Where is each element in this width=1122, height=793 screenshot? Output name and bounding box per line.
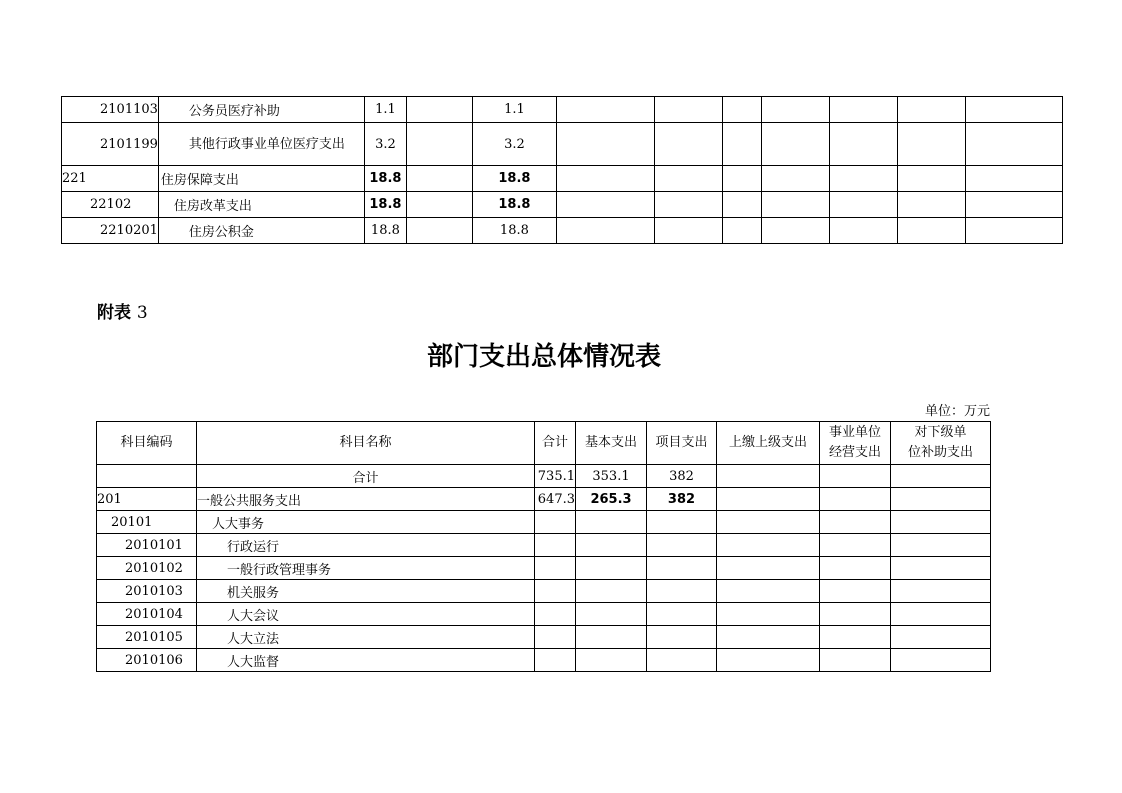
empty-cell: [717, 649, 820, 672]
row-basic: [576, 580, 647, 603]
total-business: [820, 465, 891, 488]
empty-cell: [891, 534, 991, 557]
row-code: 20101: [97, 511, 197, 534]
empty-cell: [406, 192, 472, 218]
total-subsidy: [891, 465, 991, 488]
empty-cell: [406, 218, 472, 244]
empty-cell: [820, 649, 891, 672]
row-basic: 3.2: [472, 123, 556, 166]
empty-cell: [654, 166, 722, 192]
header-name: 科目名称: [197, 422, 535, 465]
empty-cell: [965, 97, 1062, 123]
row-basic: 18.8: [472, 166, 556, 192]
empty-cell: [654, 97, 722, 123]
appendix-label: [97, 298, 148, 323]
table-row: [97, 557, 991, 580]
empty-cell: [897, 218, 965, 244]
empty-cell: [761, 97, 829, 123]
total-row: [97, 465, 991, 488]
row-code: 2010102: [97, 557, 197, 580]
row-code: 201: [97, 488, 197, 511]
row-total: [535, 649, 576, 672]
empty-cell: [820, 580, 891, 603]
row-name: 一般行政管理事务: [197, 557, 535, 580]
empty-cell: [820, 626, 891, 649]
row-code: 2010103: [97, 580, 197, 603]
row-name: 人大监督: [197, 649, 535, 672]
empty-cell: [820, 488, 891, 511]
table-row: [97, 511, 991, 534]
empty-cell: [891, 580, 991, 603]
row-total: [535, 557, 576, 580]
unit-label: 单位：万元: [924, 404, 990, 419]
row-basic: 265.3: [576, 488, 647, 511]
row-name: 机关服务: [197, 580, 535, 603]
empty-cell: [965, 192, 1062, 218]
row-total: [535, 580, 576, 603]
appendix-text: 附表: [97, 303, 131, 323]
empty-cell: [761, 192, 829, 218]
empty-cell: [891, 488, 991, 511]
row-basic: [576, 534, 647, 557]
table-row: [62, 192, 1063, 218]
empty-cell: [556, 166, 654, 192]
empty-cell: [829, 218, 897, 244]
empty-cell: [829, 166, 897, 192]
table-row: [62, 97, 1063, 123]
empty-cell: [891, 557, 991, 580]
row-code: 2010104: [97, 603, 197, 626]
empty-cell: [556, 97, 654, 123]
row-total: 18.8: [364, 218, 406, 244]
table-row: [97, 580, 991, 603]
row-project: 382: [647, 488, 717, 511]
row-project: [647, 557, 717, 580]
row-code: 2101199: [62, 123, 159, 166]
continued-table-body: [62, 97, 1063, 244]
header-subsidy: [891, 422, 991, 465]
table-row: [97, 603, 991, 626]
row-project: [647, 626, 717, 649]
row-total: 18.8: [364, 166, 406, 192]
row-total: 18.8: [364, 192, 406, 218]
empty-cell: [820, 534, 891, 557]
empty-cell: [820, 603, 891, 626]
row-project: [647, 511, 717, 534]
row-total: [535, 511, 576, 534]
total-name: 合计: [197, 465, 535, 488]
empty-cell: [717, 511, 820, 534]
row-code: 2010106: [97, 649, 197, 672]
total-upper: [717, 465, 820, 488]
total-project: 382: [647, 465, 717, 488]
total-total: 735.1: [535, 465, 576, 488]
total-basic: 353.1: [576, 465, 647, 488]
row-basic: 18.8: [472, 218, 556, 244]
row-code: 2101103: [62, 97, 159, 123]
row-name: 住房改革支出: [158, 192, 364, 218]
row-basic: [576, 557, 647, 580]
empty-cell: [891, 649, 991, 672]
empty-cell: [717, 626, 820, 649]
row-code: 22102: [62, 192, 159, 218]
empty-cell: [556, 192, 654, 218]
row-project: [647, 580, 717, 603]
table-header-row: [97, 422, 991, 465]
row-code: 2210201: [62, 218, 159, 244]
table-row: [97, 626, 991, 649]
empty-cell: [761, 166, 829, 192]
header-code: 科目编码: [97, 422, 197, 465]
empty-cell: [829, 192, 897, 218]
empty-cell: [556, 123, 654, 166]
row-name: 人大会议: [197, 603, 535, 626]
empty-cell: [897, 192, 965, 218]
row-code: 2010105: [97, 626, 197, 649]
expenditure-table: [96, 421, 991, 672]
empty-cell: [722, 123, 761, 166]
header-business-line2: 经营支出: [828, 445, 881, 460]
empty-cell: [829, 123, 897, 166]
row-basic: [576, 603, 647, 626]
empty-cell: [761, 123, 829, 166]
row-project: [647, 649, 717, 672]
header-subsidy-line2: 位补助支出: [907, 445, 973, 460]
row-name: 其他行政事业单位医疗支出: [158, 123, 364, 166]
empty-cell: [761, 218, 829, 244]
row-project: [647, 534, 717, 557]
row-total: [535, 534, 576, 557]
empty-cell: [406, 166, 472, 192]
empty-cell: [965, 218, 1062, 244]
table-row: [97, 488, 991, 511]
empty-cell: [820, 511, 891, 534]
row-code: 2010101: [97, 534, 197, 557]
empty-cell: [556, 218, 654, 244]
table-row: [62, 218, 1063, 244]
row-total: [535, 626, 576, 649]
empty-cell: [717, 603, 820, 626]
header-basic: 基本支出: [576, 422, 647, 465]
row-name: 住房公积金: [158, 218, 364, 244]
empty-cell: [891, 511, 991, 534]
row-project: [647, 603, 717, 626]
row-basic: [576, 649, 647, 672]
table-row: [62, 166, 1063, 192]
table-row: [97, 649, 991, 672]
empty-cell: [722, 166, 761, 192]
empty-cell: [891, 603, 991, 626]
total-code: [97, 465, 197, 488]
row-total: [535, 603, 576, 626]
empty-cell: [406, 97, 472, 123]
appendix-number: 3: [136, 303, 148, 323]
header-business-line1: 事业单位: [828, 425, 881, 440]
row-basic: 18.8: [472, 192, 556, 218]
header-subsidy-line1: 对下级单: [914, 425, 967, 440]
empty-cell: [654, 218, 722, 244]
continued-budget-table: [61, 96, 1063, 244]
row-name: 行政运行: [197, 534, 535, 557]
empty-cell: [897, 97, 965, 123]
row-basic: 1.1: [472, 97, 556, 123]
row-basic: [576, 511, 647, 534]
header-project: 项目支出: [647, 422, 717, 465]
header-business: [820, 422, 891, 465]
empty-cell: [965, 123, 1062, 166]
row-name: 人大事务: [197, 511, 535, 534]
empty-cell: [406, 123, 472, 166]
empty-cell: [717, 580, 820, 603]
empty-cell: [722, 218, 761, 244]
empty-cell: [891, 626, 991, 649]
empty-cell: [965, 166, 1062, 192]
empty-cell: [717, 488, 820, 511]
empty-cell: [717, 534, 820, 557]
empty-cell: [654, 192, 722, 218]
row-code: 221: [62, 166, 159, 192]
empty-cell: [717, 557, 820, 580]
table-row: [62, 123, 1063, 166]
row-total: 1.1: [364, 97, 406, 123]
header-total: 合计: [535, 422, 576, 465]
table-row: [97, 534, 991, 557]
row-name: 人大立法: [197, 626, 535, 649]
empty-cell: [820, 557, 891, 580]
empty-cell: [722, 97, 761, 123]
page-title: 部门支出总体情况表: [426, 342, 661, 372]
empty-cell: [722, 192, 761, 218]
empty-cell: [897, 166, 965, 192]
empty-cell: [654, 123, 722, 166]
row-name: 一般公共服务支出: [197, 488, 535, 511]
header-upper: 上缴上级支出: [717, 422, 820, 465]
table-body: [97, 465, 991, 672]
row-basic: [576, 626, 647, 649]
row-name: 公务员医疗补助: [158, 97, 364, 123]
row-total: 3.2: [364, 123, 406, 166]
row-name: 住房保障支出: [158, 166, 364, 192]
empty-cell: [829, 97, 897, 123]
empty-cell: [897, 123, 965, 166]
row-total: 647.3: [535, 488, 576, 511]
